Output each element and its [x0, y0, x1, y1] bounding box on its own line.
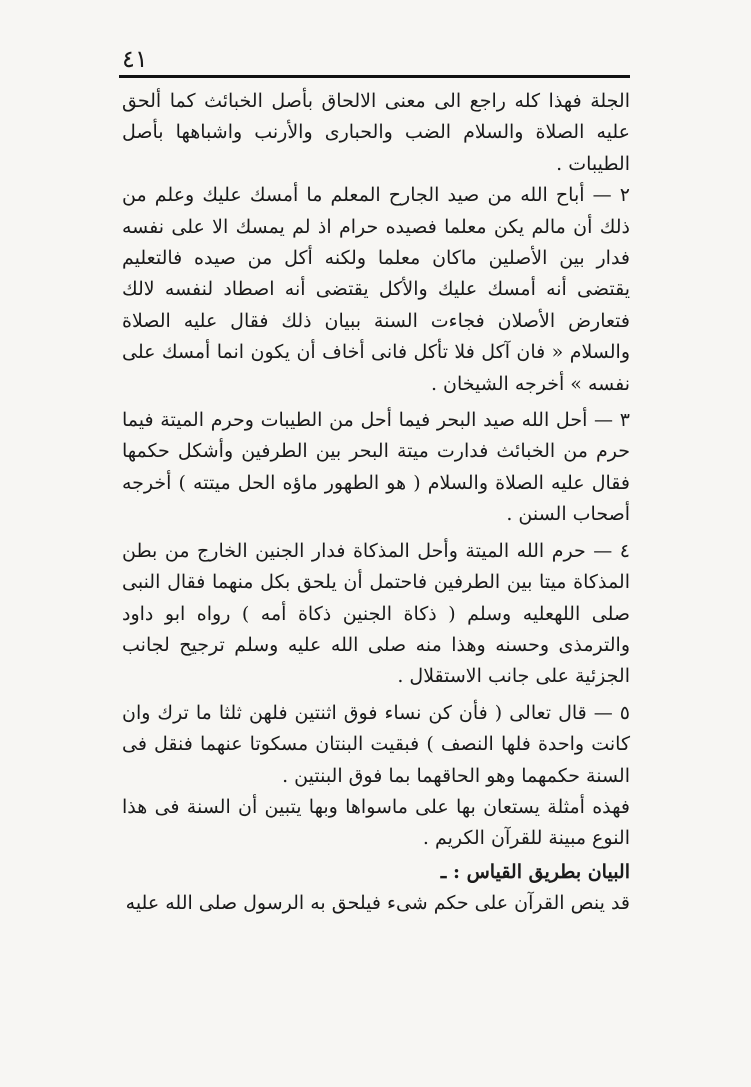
paragraph-1: الجلة فهذا كله راجع الى معنى الالحاق بأصل الخبائث كما ألحق عليه الصلاة والسلام الضب والحبارى والأرنب واشباهها بأصل الطيبات . [122, 90, 630, 175]
paragraph-6: فهذه أمثلة يستعان بها على ماسواها وبها يتبين أن السنة فى هذا النوع مبينة للقرآن الكريم . [122, 795, 630, 850]
paragraph-5: ٥ — قال تعالى ( فأن كن نساء فوق اثنتين فلهن ثلثا ما ترك وان كانت واحدة فلها النصف ) فبقيت البنتان مسكوتا عنهما فنقل فى السنة حكمهما وهو الحاقهما بما فوق البنتين . [122, 701, 630, 787]
paragraph-4: ٤ — حرم الله الميتة وأحل المذكاة فدار الجنين الخارج من بطن المذكاة ميتا بين الطرفين فاحتمل أن يلحق بكل منهما فقال النبى صلى اللهعليه وسلم ( ذكاة الجنين ذكاة أمه ) رواه ابو داود والترمذى وحسنه وهذا منه صلى الله عليه وسلم ترجيح لجانب الجزئية على جانب الاستقلال . [122, 539, 630, 688]
paragraph-7: قد ينص القرآن على حكم شىء فيلحق به الرسول صلى الله عليه [125, 892, 630, 915]
page-number: ٤١ [122, 45, 148, 73]
header-rule [119, 75, 630, 78]
paragraph-3: ٣ — أحل الله صيد البحر فيما أحل من الطيبات وحرم الميتة فيما حرم من الخبائث فدارت ميتة البحر بين الطرفين وأشكل حكمها فقال عليه الصلاة والسلام ( هو الطهور ماؤه الحل ميتته ) أخرجه أصحاب السنن . [122, 409, 630, 526]
section-heading: البيان بطريق القياس : ـ [440, 860, 630, 883]
page-text [122, 86, 630, 920]
paragraph-2: ٢ — أباح الله من صيد الجارح المعلم ما أمسك عليك وعلم من ذلك أن مالم يكن معلما فصيده حرام اذ لم يمسك الا على نفسه فدار بين الأصلين ماكان معلما ولكنه أكل من صيده فالتعليم يقتضى أنه أمسك عليك والأكل يقتضى أنه اصطاد لنفسه لالك فتعارض الأصلان فجاءت السنة ببيان ذلك فقال عليه الصلاة والسلام « فان آكل فلا تأكل فانى أخاف أن يكون انما أمسك على نفسه » أخرجه الشيخان . [122, 184, 630, 395]
